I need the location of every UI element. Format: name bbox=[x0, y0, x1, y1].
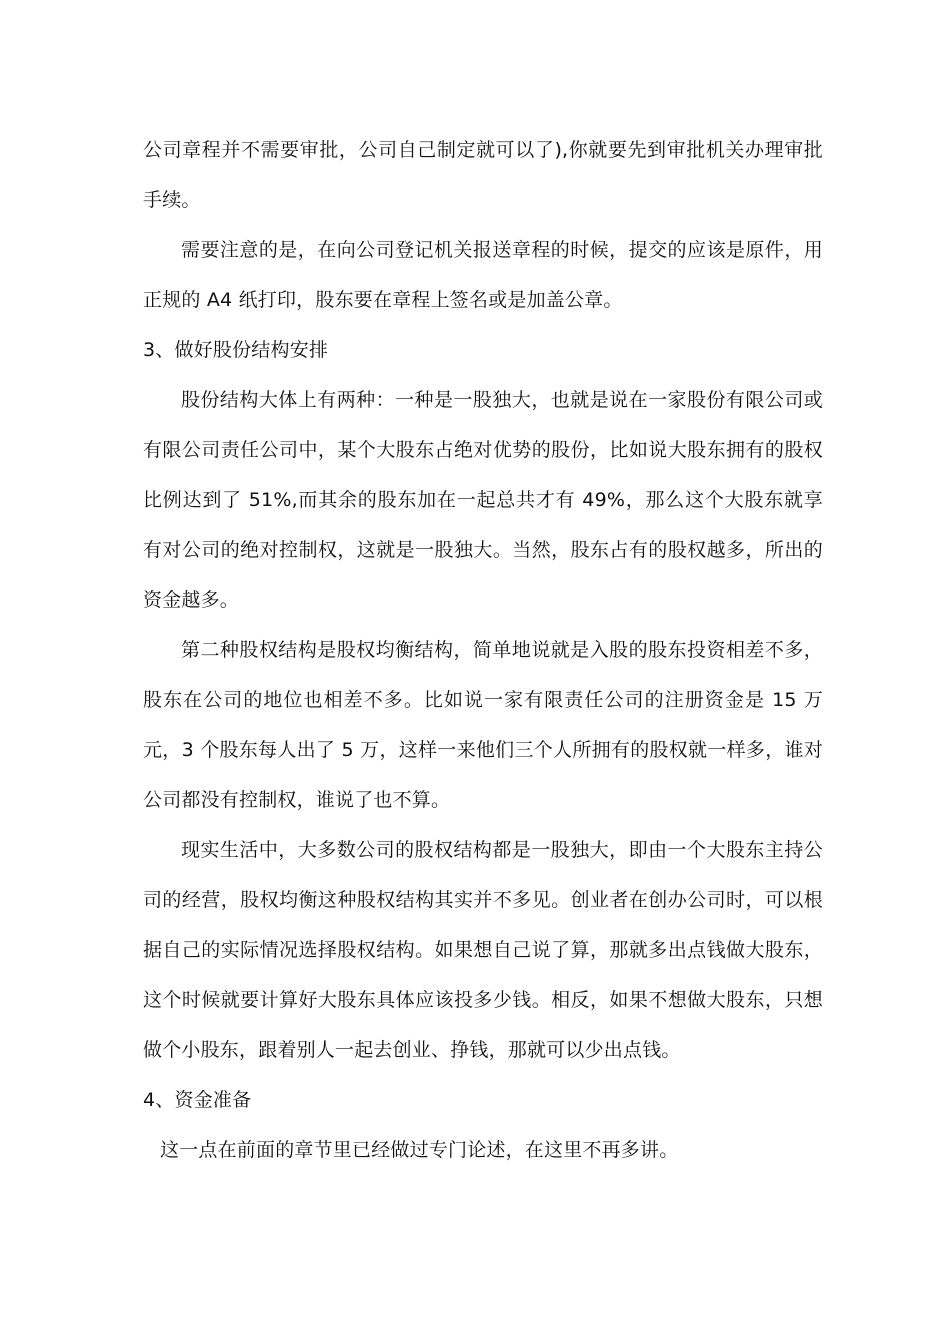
paragraph-registration-note: 需要注意的是，在向公司登记机关报送章程的时候，提交的应该是原件，用正规的 A4 纸打印，股东要在章程上签名或是加盖公章。 bbox=[143, 239, 823, 311]
paragraph-funds-note: 这一点在前面的章节里已经做过专门论述，在这里不再多讲。 bbox=[160, 1139, 679, 1161]
document-body bbox=[143, 125, 823, 1175]
paragraph-real-life: 现实生活中，大多数公司的股权结构都是一股独大，即由一个大股东主持公司的经营，股权均衡这种股权结构其实并不多见。创业者在创办公司时，可以根据自己的实际情况选择股权结构。如果想自己说了算，那就多出点钱做大股东，这个时候就要计算好大股东具体应该投多少钱。相反，如果不想做大股东，只想做个小股东，跟着别人一起去创业、挣钱，那就可以少出点钱。 bbox=[143, 839, 823, 1061]
paragraph-continuation: 公司章程并不需要审批，公司自己制定就可以了),你就要先到审批机关办理审批手续。 bbox=[143, 139, 823, 211]
paragraph-dominant-shareholder: 股份结构大体上有两种：一种是一股独大，也就是说在一家股份有限公司或有限公司责任公司中，某个大股东占绝对优势的股份，比如说大股东拥有的股权比例达到了 51%,而其余的股东加在一起总共才有 49%，那么这个大股东就享有对公司的绝对控制权，这就是一股独大。当然，股东占有的股权越多，所出的资金越多。 bbox=[143, 389, 823, 611]
section-heading-share-structure: 3、做好股份结构安排 bbox=[143, 339, 329, 361]
paragraph-balanced-structure: 第二种股权结构是股权均衡结构，简单地说就是入股的股东投资相差不多，股东在公司的地位也相差不多。比如说一家有限责任公司的注册资金是 15 万元，3 个股东每人出了 5 万，这样一来他们三个人所拥有的股权就一样多，谁对公司都没有控制权，谁说了也不算。 bbox=[143, 639, 823, 811]
section-heading-funds: 4、资金准备 bbox=[143, 1089, 252, 1111]
